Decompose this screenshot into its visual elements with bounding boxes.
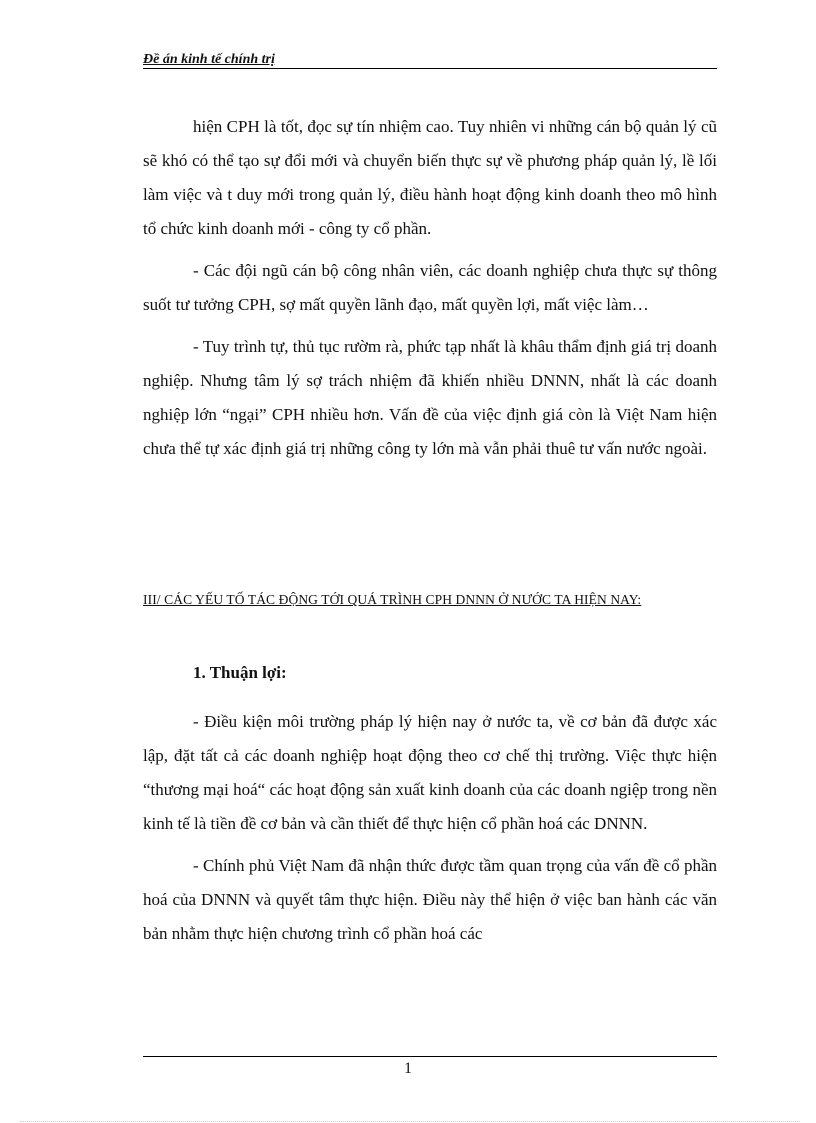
subsection-heading: 1. Thuận lợi: [193,663,287,682]
paragraph: - Điều kiện môi trường pháp lý hiện nay ở nước ta, về cơ bản đã được xác lập, đặt tất cả các doanh nghiệp hoạt động theo cơ chế thị trường. Việc thực hiện “thương mại hoá“ các hoạt động sản xuất kinh doanh của các doanh ngiệp trong nền kinh tế là tiền đề cơ bản và cần thiết để thực hiện cổ phần hoá các DNNN. [143,712,717,833]
paragraph: - Chính phủ Việt Nam đã nhận thức được tầm quan trọng của vấn đề cổ phần hoá của DNNN và quyết tâm thực hiện. Điều này thể hiện ở việc ban hành các văn bản nhằm thực hiện chương trình cổ phần hoá các [143,856,717,943]
body-text-top [143,110,717,466]
paragraph: hiện CPH là tốt, đọc sự tín nhiệm cao. Tuy nhiên vi những cán bộ quản lý cũ sẽ khó có thể tạo sự đổi mới và chuyển biến thực sự về phương pháp quản lý, lề lối làm việc và t duy mới trong quản lý, điều hành hoạt động kinh doanh theo mô hình tổ chức kinh doanh mới - công ty cổ phần. [143,117,717,238]
page-edge-divider [20,1121,800,1122]
footer-rule [143,1056,717,1057]
header-title: Đề án kinh tế chính trị [143,52,275,67]
paragraph: - Tuy trình tự, thủ tục rườm rà, phức tạp nhất là khâu thẩm định giá trị doanh nghiệp. Nhưng tâm lý sợ trách nhiệm đã khiến nhiều DNNN, nhất là các doanh nghiệp lớn “ngại” CPH nhiều hơn. Vấn đề của việc định giá còn là Việt Nam hiện chưa thể tự xác định giá trị những công ty lớn mà vẫn phải thuê tư vấn nước ngoài. [143,337,717,458]
running-header [143,50,717,69]
page-number: 1 [404,1060,412,1077]
paragraph: - Các đội ngũ cán bộ công nhân viên, các doanh nghiệp chưa thực sự thông suốt tư tưởng CPH, sợ mất quyền lãnh đạo, mất quyền lợi, mất việc làm… [143,261,717,314]
section-heading: III/ CÁC YẾU TỐ TÁC ĐỘNG TỚI QUÁ TRÌNH CPH DNNN Ở NƯỚC TA HIỆN NAY: [143,592,642,607]
body-text-bottom [143,705,717,951]
